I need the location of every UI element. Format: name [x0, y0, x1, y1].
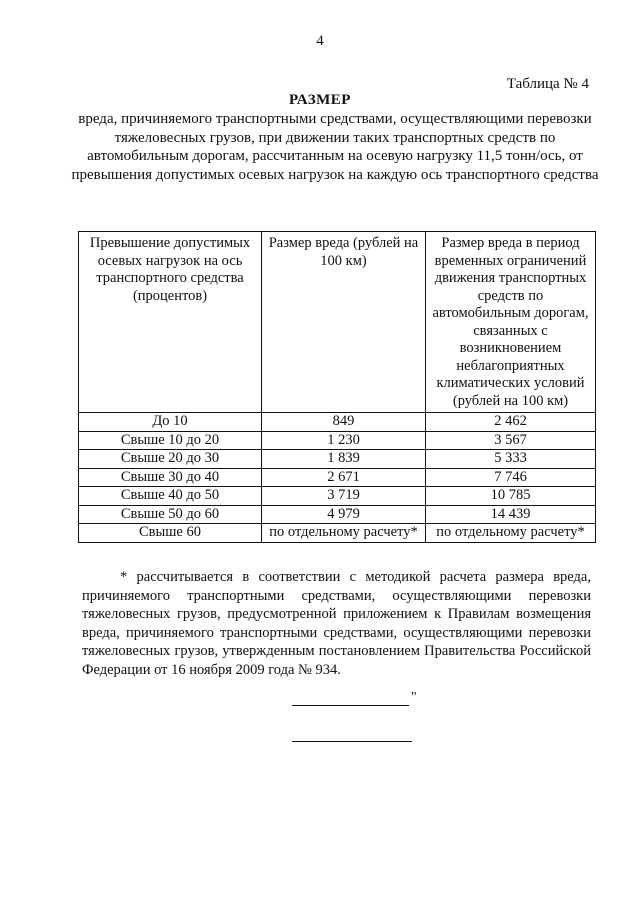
cell-range: Свыше 10 до 20 — [79, 431, 262, 450]
cell-harm-restricted: 10 785 — [426, 487, 596, 506]
document-title: РАЗМЕР — [289, 92, 351, 108]
cell-harm-restricted: 3 567 — [426, 431, 596, 450]
cell-range: Свыше 60 — [79, 524, 262, 543]
cell-harm: 849 — [262, 413, 426, 432]
cell-harm: 1 839 — [262, 450, 426, 469]
cell-harm-restricted: 5 333 — [426, 450, 596, 469]
cell-harm-restricted: 7 746 — [426, 468, 596, 487]
table-row — [79, 431, 596, 450]
cell-harm-restricted: 14 439 — [426, 505, 596, 524]
table-row — [79, 450, 596, 469]
cell-harm: 4 979 — [262, 505, 426, 524]
cell-harm: 2 671 — [262, 468, 426, 487]
header-harm-size-restricted: Размер вреда в период временных ограничений движения транспортных средств по автомобильным дорогам, связанных с возникновением неблагоприятных климатических условий (рублей на 100 км) — [426, 232, 596, 413]
cell-harm-restricted: 2 462 — [426, 413, 596, 432]
cell-range: Свыше 30 до 40 — [79, 468, 262, 487]
cell-range: До 10 — [79, 413, 262, 432]
header-load-excess: Превышение допустимых осевых нагрузок на ось транспортного средства (процентов) — [79, 232, 262, 413]
table-row — [79, 413, 596, 432]
cell-range: Свыше 20 до 30 — [79, 450, 262, 469]
document-subtitle: вреда, причиняемого транспортными средствами, осуществляющими перевозки тяжеловесных грузов, при движении таких транспортных средств по автомобильным дорогам, рассчитанным на осевую нагрузку 11,5 тонн/ось, от превышения допустимых осевых нагрузок на каждую ось транспортного средства — [71, 111, 599, 183]
table-row — [79, 505, 596, 524]
table-row — [79, 487, 596, 506]
closing-line-top — [292, 705, 409, 706]
table-row — [79, 524, 596, 543]
table-reference: Таблица № 4 — [506, 76, 589, 92]
closing-line-bottom — [292, 741, 412, 742]
cell-harm: 1 230 — [262, 431, 426, 450]
table-row — [79, 468, 596, 487]
cell-harm: по отдельному расчету* — [262, 524, 426, 543]
footnote: * рассчитывается в соответствии с методикой расчета размера вреда, причиняемого транспортными средствами, осуществляющими перевозки тяжеловесных грузов, предусмотренной приложением к Правилам возмещения вреда, причиняемого транспортными средствами, осуществляющими перевозки тяжеловесных грузов, утвержденным постановлением Правительства Российской Федерации от 16 ноября 2009 года № 934. — [82, 569, 591, 678]
closing-quote-mark: " — [411, 690, 417, 705]
cell-range: Свыше 40 до 50 — [79, 487, 262, 506]
header-harm-size: Размер вреда (рублей на 100 км) — [262, 232, 426, 413]
cell-harm: 3 719 — [262, 487, 426, 506]
table-header-row — [79, 232, 596, 413]
page-number: 4 — [316, 33, 324, 49]
harm-size-table — [78, 231, 596, 543]
cell-harm-restricted: по отдельному расчету* — [426, 524, 596, 543]
cell-range: Свыше 50 до 60 — [79, 505, 262, 524]
